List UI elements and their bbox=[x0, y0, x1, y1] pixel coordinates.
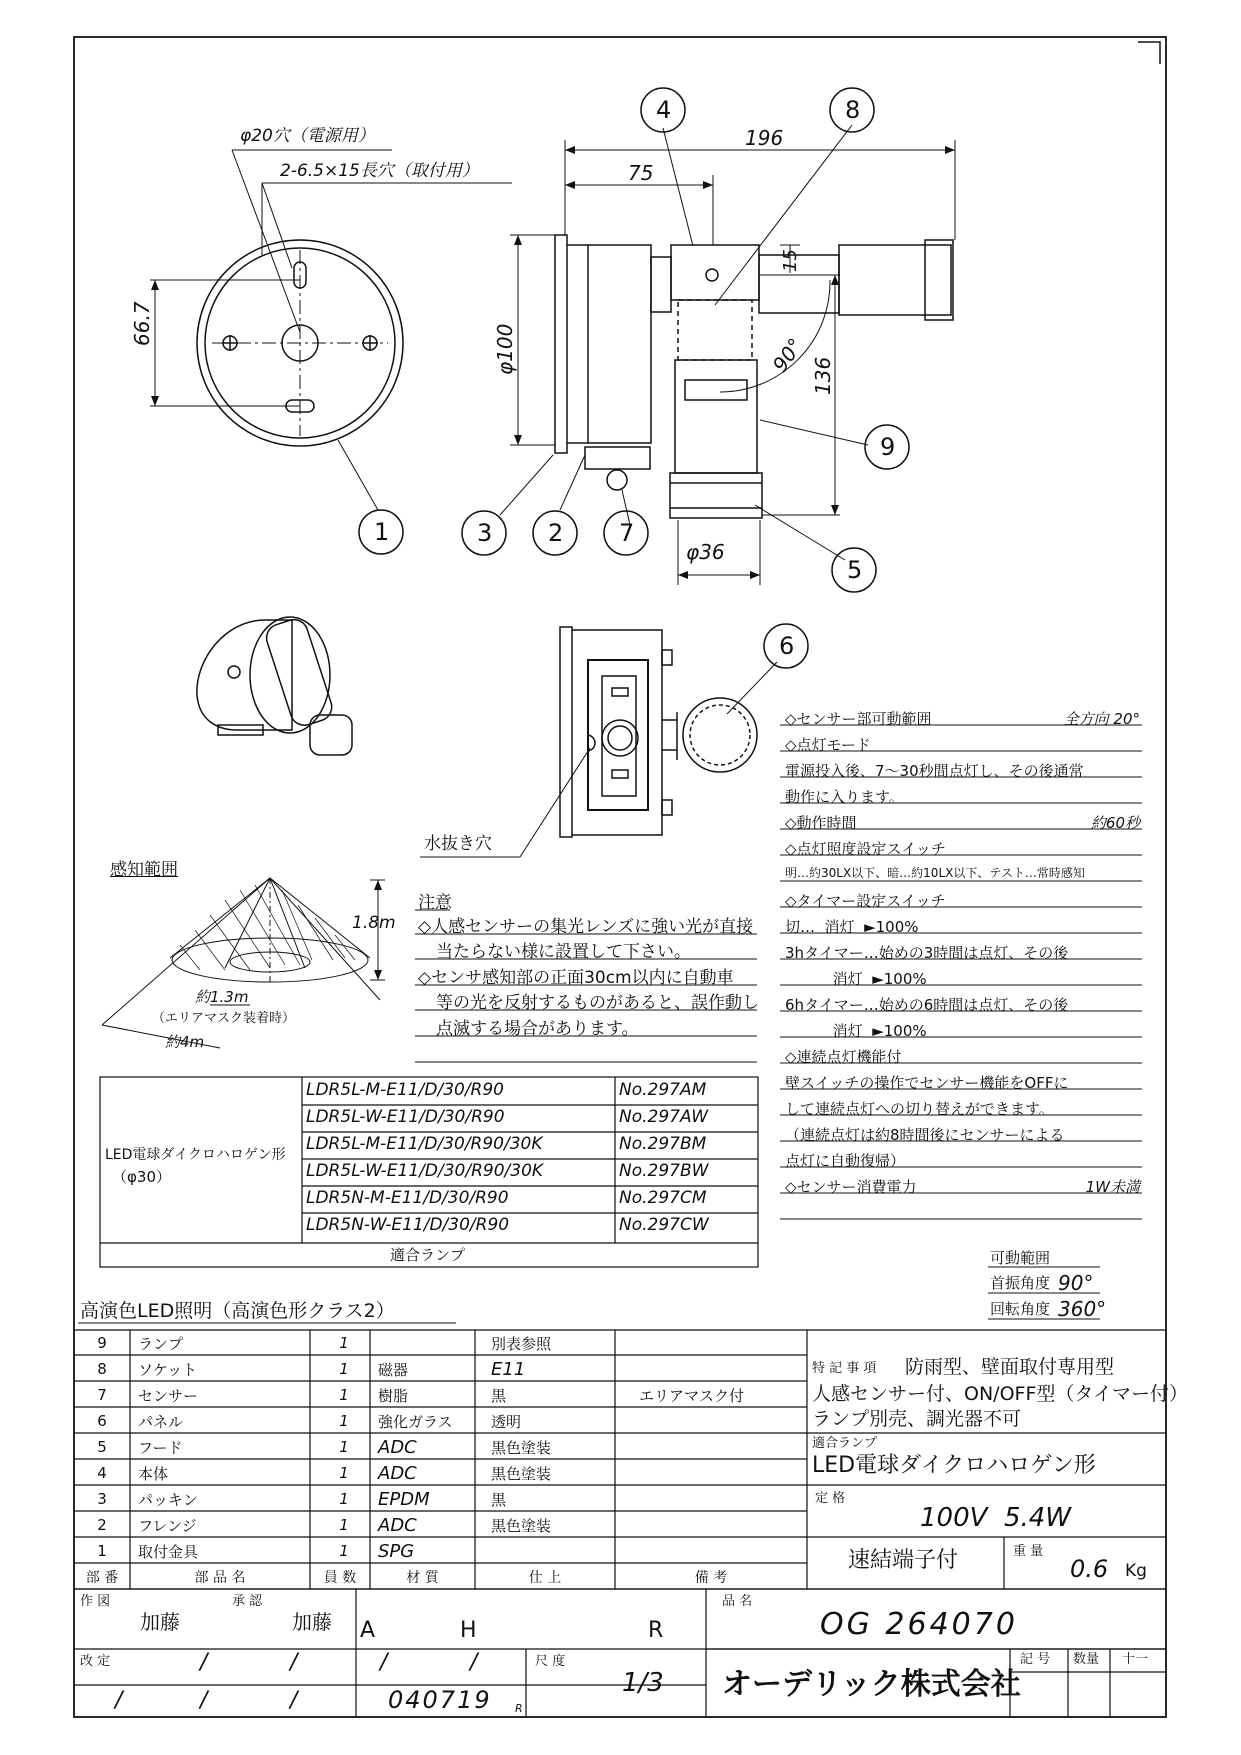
weight-value: 0.6 bbox=[1070, 1555, 1109, 1583]
company-name: オーデリック株式会社 bbox=[722, 1667, 1021, 1702]
qty-label: 数量 bbox=[1073, 1652, 1100, 1667]
spec-row: 消灯 ►100% bbox=[785, 1022, 927, 1040]
date: 040719 bbox=[388, 1686, 492, 1714]
slash-marks: / bbox=[470, 1650, 478, 1675]
spec-row: 電源投入後、7～30秒間点灯し、その後通常 bbox=[785, 762, 1084, 780]
drawn-label: 作 図 bbox=[80, 1594, 111, 1609]
spec-row: 切… 消灯 ►100% bbox=[785, 918, 919, 936]
approved-label: 承 認 bbox=[232, 1594, 263, 1609]
parts-row: 7 センサー 1 樹脂 黒 エリアマスク付 bbox=[97, 1386, 745, 1405]
spec-row: 3hタイマー…始めの3時間は点灯、その後 bbox=[785, 944, 1069, 962]
spec-row: ◇タイマー設定スイッチ bbox=[785, 892, 946, 910]
spec-row: ◇センサー部可動範囲 全方向 20° bbox=[785, 710, 1140, 728]
parts-table bbox=[74, 1330, 831, 1590]
spec-row: 消灯 ►100% bbox=[785, 970, 927, 988]
spec-row: ◇点灯照度設定スイッチ bbox=[785, 840, 946, 858]
sensing-title: 感知範囲 bbox=[110, 860, 178, 880]
notes-line: ◇センサ感知部の正面30cm以内に自動車 bbox=[418, 968, 734, 988]
special-line-3: ランプ別売、調光器不可 bbox=[812, 1408, 1022, 1430]
lamp-row: LDR5L-M-E11/D/30/R90/30K No.297BM bbox=[306, 1134, 707, 1154]
hole-mount-label: 2-6.5×15長穴（取付用） bbox=[280, 161, 479, 181]
notes-line: 点滅する場合があります。 bbox=[436, 1019, 639, 1039]
model-number: OG 264070 bbox=[820, 1607, 1018, 1642]
callout-3: 3 bbox=[477, 519, 493, 547]
spec-row: ◇センサー消費電力 1W未満 bbox=[785, 1178, 1140, 1196]
sensing-mask-radius: 約1.3m bbox=[195, 988, 249, 1006]
notes-title: 注意 bbox=[418, 893, 452, 913]
callout-1: 1 bbox=[374, 518, 390, 546]
mark: 十一 bbox=[1122, 1652, 1149, 1667]
parts-header: 部 番 部 品 名 員 数 材 質 仕 上 備 考 bbox=[85, 1570, 728, 1586]
drawn-by: 加藤 bbox=[140, 1610, 180, 1634]
sensing-height: 1.8m bbox=[352, 913, 396, 933]
drain-hole-label: 水抜き穴 bbox=[424, 834, 492, 854]
spec-row: 壁スイッチの操作でセンサー機能をOFFに bbox=[785, 1074, 1069, 1092]
lamp-row: LDR5N-M-E11/D/30/R90 No.297CM bbox=[306, 1188, 707, 1208]
range-rot-value: 360° bbox=[1058, 1297, 1107, 1321]
parts-row: 9 ランプ 1 別表参照 bbox=[97, 1334, 552, 1353]
spec-row: 明…約30LX以下、暗…約10LX以下、テスト…常時感知 bbox=[785, 866, 1085, 880]
parts-row: 4 本体 1 ADC 黒色塗装 bbox=[97, 1462, 552, 1484]
spec-list bbox=[785, 708, 1140, 1202]
rear-view bbox=[420, 624, 808, 857]
lamp-value: LED電球ダイクロハロゲン形 bbox=[812, 1453, 1096, 1478]
callout-5: 5 bbox=[847, 556, 863, 584]
dim-136: 136 bbox=[811, 356, 835, 395]
range-neck-value: 90° bbox=[1058, 1271, 1094, 1295]
dim-75: 75 bbox=[628, 161, 654, 185]
lamp-row: LDR5N-W-E11/D/30/R90 No.297CW bbox=[306, 1215, 709, 1235]
dim-196: 196 bbox=[745, 126, 784, 150]
spec-row: 動作に入ります。 bbox=[785, 788, 904, 806]
spec-row: （連続点灯は約8時間後にセンサーによる bbox=[785, 1126, 1065, 1144]
spec-row: ◇連続点灯機能付 bbox=[785, 1048, 902, 1066]
approved-by: 加藤 bbox=[292, 1610, 332, 1634]
special-line-1: 防雨型、壁面取付専用型 bbox=[905, 1356, 1115, 1378]
dim-15: 15 bbox=[780, 249, 801, 272]
weight-label: 重 量 bbox=[1013, 1544, 1044, 1559]
callout-8: 8 bbox=[845, 96, 861, 124]
front-view bbox=[150, 150, 512, 554]
sensing-mask-note: （エリアマスク装着時） bbox=[152, 1011, 296, 1026]
sym-label: 記 号 bbox=[1020, 1652, 1051, 1667]
dim-66: 66.7 bbox=[130, 301, 154, 346]
rating-value: 100V 5.4W bbox=[920, 1503, 1071, 1533]
rating-label: 定 格 bbox=[815, 1491, 846, 1506]
name-label: 品 名 bbox=[722, 1594, 753, 1609]
letter-r: R bbox=[648, 1618, 664, 1643]
dim-100: φ100 bbox=[493, 323, 517, 375]
slash-marks: / bbox=[200, 1650, 208, 1675]
slash-marks: / bbox=[290, 1688, 298, 1713]
parts-row: 5 フード 1 ADC 黒色塗装 bbox=[97, 1436, 552, 1458]
lamp-row: LDR5L-W-E11/D/30/R90/30K No.297BW bbox=[306, 1161, 709, 1181]
callout-7: 7 bbox=[619, 519, 635, 547]
lamp-label: 適合ランプ bbox=[812, 1436, 878, 1451]
letter-a: A bbox=[360, 1618, 376, 1643]
parts-row: 8 ソケット 1 磁器 E11 bbox=[97, 1358, 526, 1380]
scale-label: 尺 度 bbox=[535, 1654, 566, 1669]
lamp-table-footer: 適合ランプ bbox=[390, 1246, 466, 1264]
scale-value: 1/3 bbox=[622, 1668, 664, 1698]
callout-9: 9 bbox=[880, 433, 896, 461]
range-title: 可動範囲 bbox=[990, 1249, 1051, 1267]
perspective-sketch bbox=[197, 616, 352, 755]
callout-4: 4 bbox=[656, 96, 672, 124]
notes-line: 当たらない様に設置して下さい。 bbox=[436, 942, 691, 962]
spec-row: 6hタイマー…始めの6時間は点灯、その後 bbox=[785, 996, 1069, 1014]
lamp-type: LED電球ダイクロハロゲン形 bbox=[105, 1147, 286, 1163]
parts-row: 2 フレンジ 1 ADC 黒色塗装 bbox=[97, 1514, 552, 1536]
spec-row: 点灯に自動復帰） bbox=[785, 1152, 906, 1170]
range-rot: 回転角度 bbox=[990, 1300, 1051, 1318]
callout-6: 6 bbox=[779, 632, 795, 660]
parts-row: 3 パッキン 1 EPDM 黒 bbox=[97, 1488, 507, 1510]
lamp-row: LDR5L-M-E11/D/30/R90 No.297AM bbox=[306, 1080, 707, 1100]
slash-marks: / bbox=[380, 1650, 388, 1675]
parts-row: 6 パネル 1 強化ガラス 透明 bbox=[97, 1412, 522, 1431]
letter-h: H bbox=[460, 1618, 477, 1643]
hole-power-label: φ20穴（電源用） bbox=[240, 126, 375, 146]
side-view bbox=[462, 88, 955, 592]
dim-36: φ36 bbox=[686, 540, 725, 564]
slash-marks: / bbox=[290, 1650, 298, 1675]
special-line-2: 人感センサー付、ON/OFF型（タイマー付） bbox=[812, 1383, 1189, 1405]
spec-row: ◇点灯モード bbox=[785, 736, 871, 754]
slash-marks: / bbox=[115, 1688, 123, 1713]
special-label: 特 記 事 項 bbox=[812, 1361, 877, 1376]
callout-2: 2 bbox=[548, 519, 564, 547]
spec-row: ◇動作時間 約60秒 bbox=[785, 814, 1140, 832]
revised-label: 改 定 bbox=[80, 1654, 111, 1669]
notes-line: 等の光を反射するものがあると、誤作動し bbox=[436, 993, 759, 1013]
product-header: 高演色LED照明（高演色形クラス2） bbox=[80, 1300, 395, 1322]
weight-unit: Kg bbox=[1125, 1561, 1147, 1581]
sensing-full-radius: 約4m bbox=[165, 1033, 205, 1051]
notes-line: ◇人感センサーの集光レンズに強い光が直接 bbox=[418, 917, 754, 937]
date-suffix: R bbox=[515, 1702, 523, 1715]
range-neck: 首振角度 bbox=[990, 1274, 1051, 1292]
parts-row: 1 取付金具 1 SPG bbox=[97, 1540, 415, 1562]
slash-marks: / bbox=[200, 1688, 208, 1713]
dim-90: 90° bbox=[767, 333, 808, 377]
lamp-type-size: （φ30） bbox=[112, 1168, 171, 1186]
lamp-table-rows bbox=[306, 1080, 709, 1242]
spec-row: して連続点灯への切り替えができます。 bbox=[785, 1100, 1054, 1118]
lamp-row: LDR5L-W-E11/D/30/R90 No.297AW bbox=[306, 1107, 709, 1127]
terminal: 速結端子付 bbox=[848, 1548, 959, 1573]
